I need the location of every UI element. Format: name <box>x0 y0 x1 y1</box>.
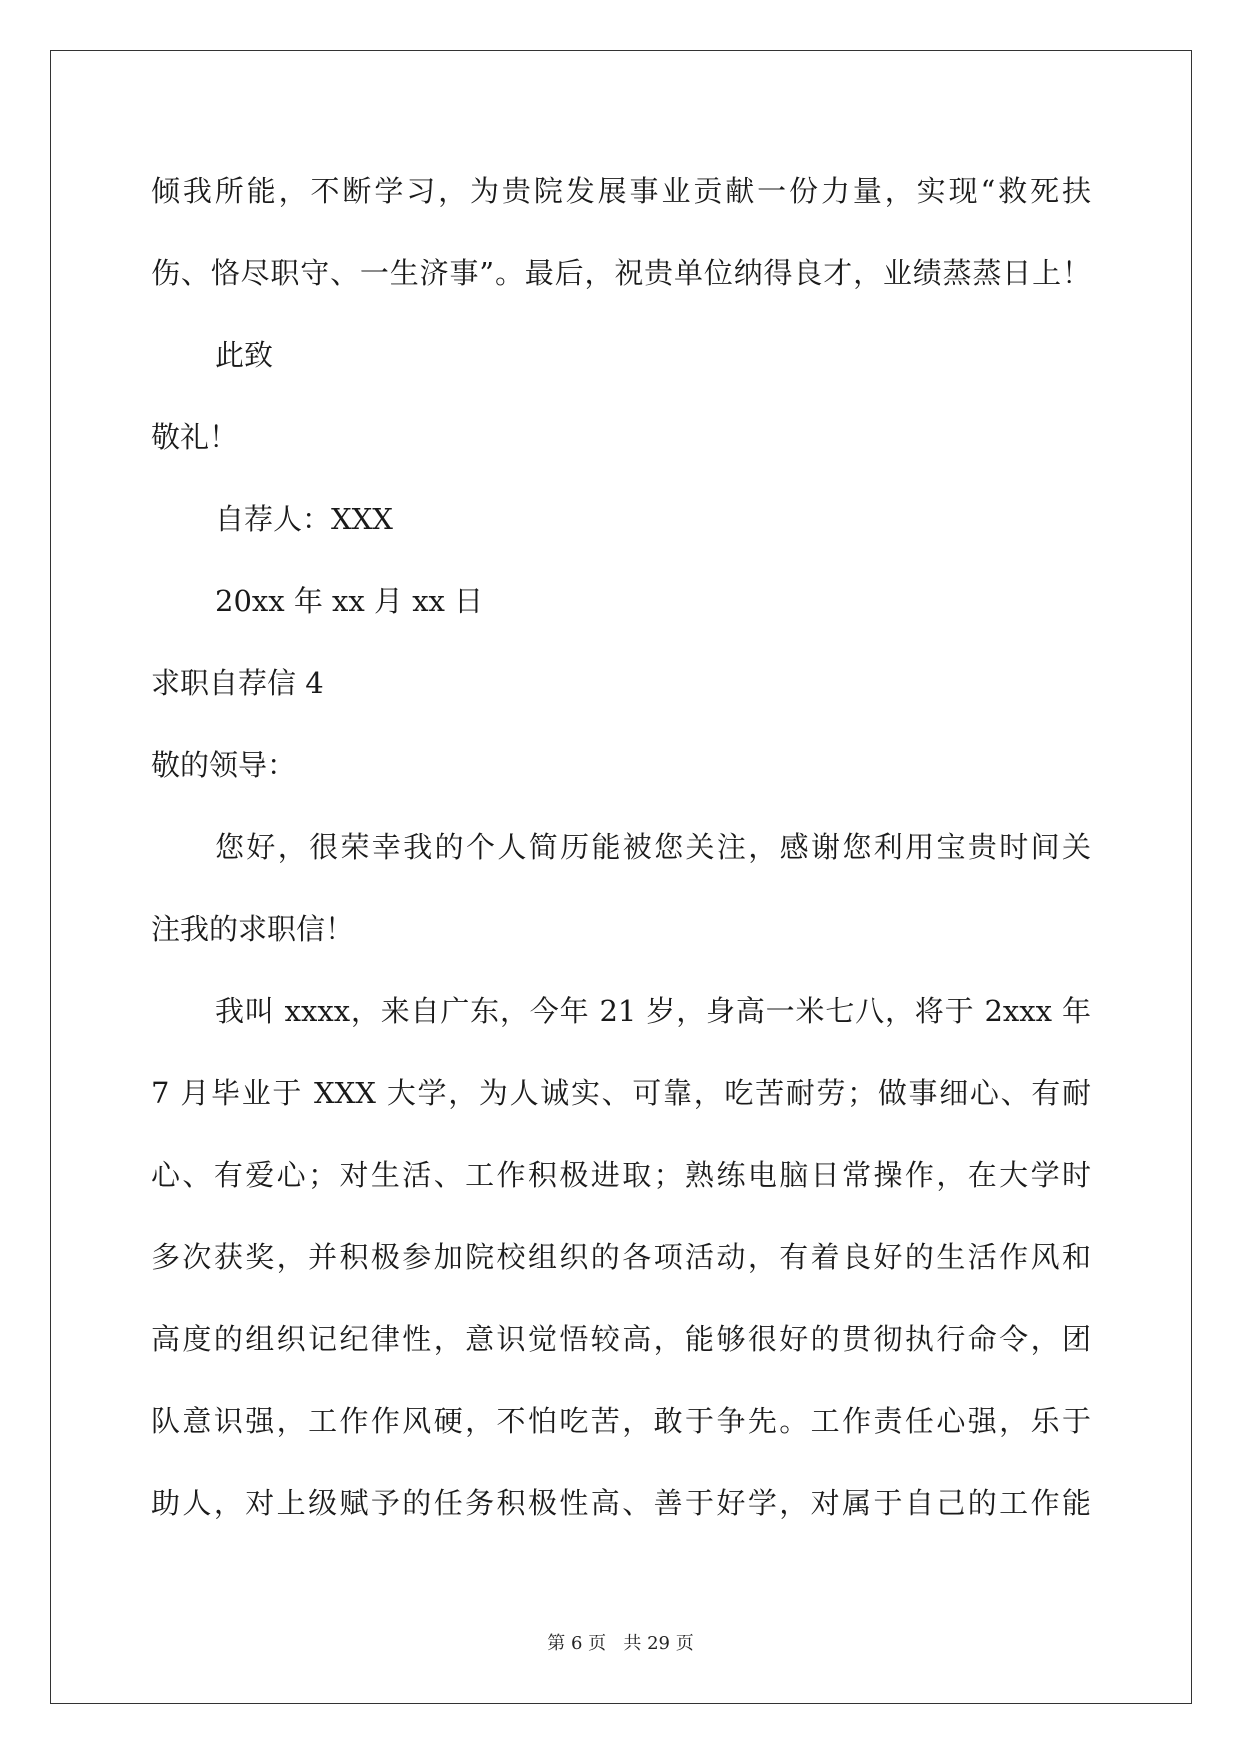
text-line: 我叫 xxxx，来自广东，今年 21 岁，身高一米七八，将于 2xxx 年 <box>215 994 1091 1028</box>
text-line: 伤、恪尽职守、一生济事”。最后，祝贵单位纳得良才，业绩蒸蒸日上！ <box>151 256 1091 290</box>
text-line: 倾我所能，不断学习，为贵院发展事业贡献一份力量，实现“救死扶 <box>151 174 1091 208</box>
text-line: 队意识强，工作作风硬，不怕吃苦，敢于争先。工作责任心强，乐于 <box>151 1404 1091 1438</box>
text-line: 7 月毕业于 XXX 大学，为人诚实、可靠，吃苦耐劳；做事细心、有耐 <box>151 1076 1091 1110</box>
page-footer <box>0 1632 1241 1656</box>
text-line: 您好，很荣幸我的个人简历能被您关注，感谢您利用宝贵时间关 <box>215 830 1091 864</box>
footer-spacer <box>606 1633 623 1654</box>
page-total: 共 29 页 <box>623 1633 694 1654</box>
text-line: 注我的求职信！ <box>151 912 355 946</box>
text-line: 多次获奖，并积极参加院校组织的各项活动，有着良好的生活作风和 <box>151 1240 1091 1274</box>
section-title: 求职自荐信 4 <box>151 666 324 700</box>
date-line: 20xx 年 xx 月 xx 日 <box>215 584 484 618</box>
closing-regards: 敬礼！ <box>151 420 239 454</box>
text-line: 心、有爱心；对生活、工作积极进取；熟练电脑日常操作，在大学时 <box>151 1158 1091 1192</box>
page-border <box>50 50 1192 1704</box>
text-line: 高度的组织记纪律性，意识觉悟较高，能够很好的贯彻执行命令，团 <box>151 1322 1091 1356</box>
page-number: 第 6 页 <box>547 1633 607 1654</box>
greeting-line: 敬的领导： <box>151 748 297 782</box>
text-line: 助人，对上级赋予的任务积极性高、善于好学，对属于自己的工作能 <box>151 1486 1091 1520</box>
closing-salutation: 此致 <box>215 338 274 372</box>
signature-line: 自荐人：XXX <box>215 502 393 536</box>
